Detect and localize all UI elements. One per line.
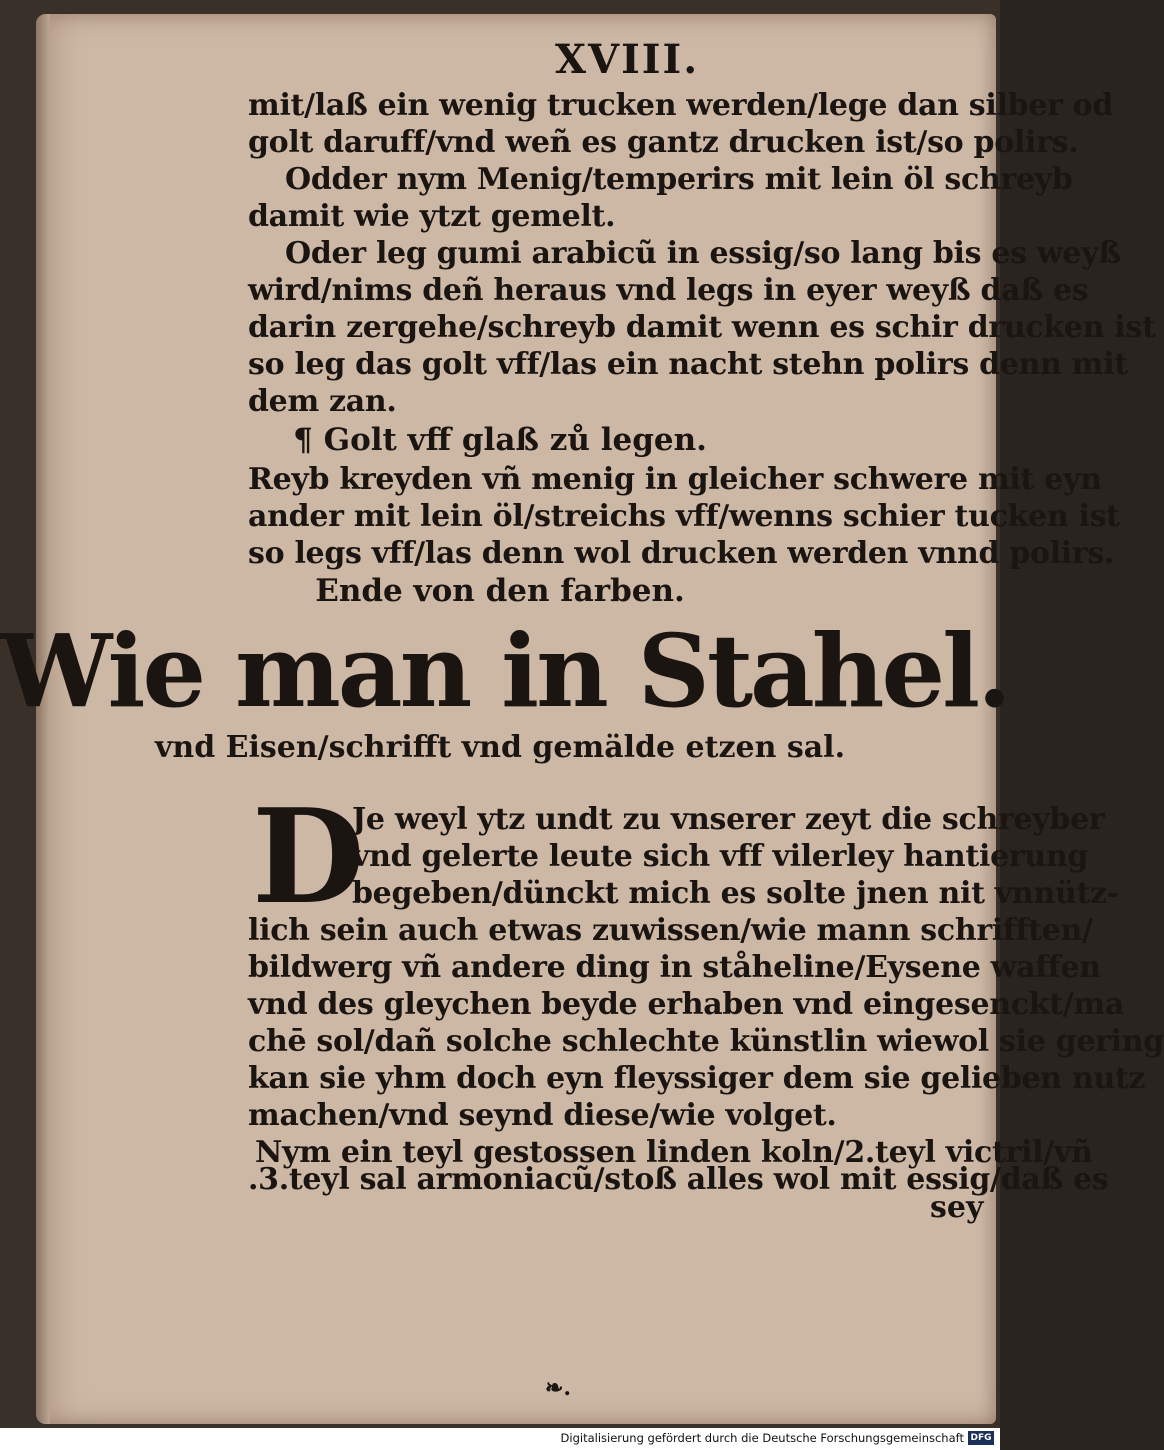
text-line: darin zergehe/schreyb damit wenn es schir drucken ist <box>248 310 1156 345</box>
chapter-title: Wie man in Stahel. <box>0 612 1009 730</box>
text-line: so legs vff/las denn wol drucken werden vnnd polirs. <box>248 536 1115 571</box>
chapter-subtitle: vnd Eisen/schrifft vnd gemälde etzen sal. <box>154 730 846 765</box>
text-line: Nym ein teyl gestossen linden koln/2.teyl victril/vñ <box>255 1135 1093 1170</box>
text-line: damit wie ytzt gemelt. <box>248 199 616 234</box>
text-line: machen/vnd seynd diese/wie volget. <box>248 1098 837 1133</box>
text-line: kan sie yhm doch eyn fleyssiger dem sie gelieben nutz <box>248 1061 1146 1096</box>
section-heading <box>0 422 1000 458</box>
text-line: begeben/dünckt mich es solte jnen nit vnnütz- <box>352 876 1119 911</box>
text-line: vnd des gleychen beyde erhaben vnd eingesenckt/ma <box>248 987 1124 1022</box>
text-line: Odder nym Menig/temperirs mit lein öl schreyb <box>285 162 1073 197</box>
text-line: chē sol/dañ solche schlechte künstlin wiewol sie gering <box>248 1024 1164 1059</box>
text-line: Reyb kreyden vñ menig in gleicher schwere mit eyn <box>248 462 1102 497</box>
funding-notice-text: Digitalisierung gefördert durch die Deutsche Forschungsgemeinschaft <box>560 1431 964 1445</box>
text-line: Oder leg gumi arabicũ in essig/so lang bis es weyß <box>285 236 1121 271</box>
text-line: lich sein auch etwas zuwissen/wie mann schrifften/ <box>248 913 1093 948</box>
text-line: wird/nims deñ heraus vnd legs in eyer weyß daß es <box>248 273 1089 308</box>
section-heading-text: Golt vff glaß zů legen. <box>323 422 707 458</box>
text-line: mit/laß ein wenig trucken werden/lege dan silber od <box>248 88 1114 123</box>
ornament: ❧. <box>545 1375 572 1401</box>
section-closing: Ende von den farben. <box>315 573 685 609</box>
text-line: golt daruff/vnd weñ es gantz drucken ist/so polirs. <box>248 125 1079 160</box>
funding-notice <box>561 1431 964 1445</box>
paragraph-mark: ¶ <box>293 422 313 458</box>
text-line: bildwerg vñ andere ding in ståheline/Eysene waffen <box>248 950 1101 985</box>
text-line: Je weyl ytz undt zu vnserer zeyt die schreyber <box>352 802 1105 837</box>
text-line: so leg das golt vff/las ein nacht stehn polirs denn mit <box>248 347 1128 382</box>
text-line: ander mit lein öl/streichs vff/wenns schier tucken ist <box>248 499 1120 534</box>
drop-cap: D <box>252 780 365 933</box>
text-line: .3.teyl sal armoniacũ/stoß alles wol mit essig/daß es <box>248 1162 1109 1197</box>
dfg-logo: DFG <box>968 1431 994 1445</box>
catchword: sey <box>930 1190 984 1225</box>
folio-number: XVIII. <box>555 36 700 83</box>
text-line: vnd gelerte leute sich vff vilerley hantierung <box>352 839 1089 874</box>
text-line: dem zan. <box>248 384 397 419</box>
